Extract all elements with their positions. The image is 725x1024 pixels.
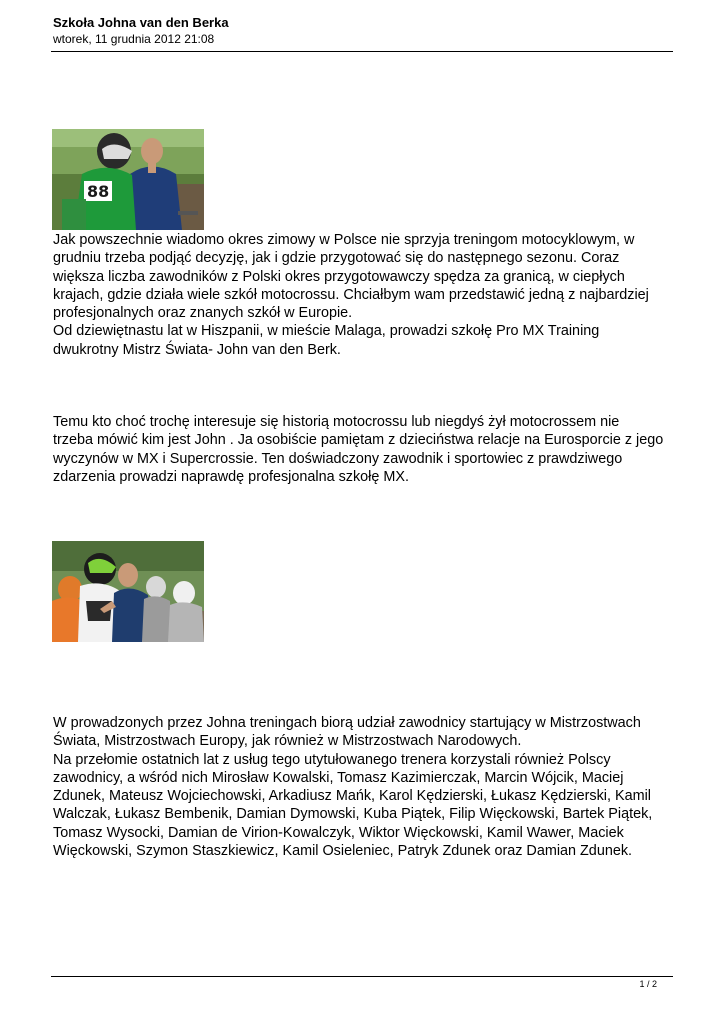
text-line: Tomasz Wysocki, Damian de Virion-Kowalczyk, Wiktor Więckowski, Kamil Wawer, Maciek [53,824,624,841]
text-line: W prowadzonych przez Johna treningach biorą udział zawodnicy startujący w Mistrzostwach [53,715,641,731]
text-line: profesjonalnych oraz znanych szkół w Europie. [53,305,353,322]
text-line: Na przełomie ostatnich lat z usług tego utytułowanego trenera korzystali również Polscy [53,751,611,768]
text-line: Świata, Mistrzostwach Europy, jak również w Mistrzostwach Narodowych. [53,733,522,750]
text-line: Walczak, Łukasz Bembenik, Damian Dymowski, Kuba Piątek, Filip Więckowski, Bartek Piątek, [53,806,653,823]
history-paragraph [53,413,683,486]
header-divider [51,51,673,52]
photo-rider-with-coach-image [52,129,204,230]
photo-rider-with-coach [52,129,204,230]
document-date: wtorek, 11 grudnia 2012 21:08 [53,32,215,46]
text-line: trzeba mówić kim jest John . Ja osobiście pamiętam z dzieciństwa relacje na Eurosporcie z jego [53,432,664,449]
page-number: 1 / 2 [639,979,657,989]
photo-training-group-image [52,541,204,642]
text-line: wyczynów w MX i Supercrossie. Ten doświadczony zawodnik i sportowiec z prawdziwego [53,450,623,467]
text-line: Jak powszechnie wiadomo okres zimowy w Polsce nie sprzyja treningom motocyklowym, w [53,232,635,248]
riders-paragraph [53,714,683,860]
text-line: Więckowski, Szymon Staszkiewicz, Kamil Osieleniec, Patryk Zdunek oraz Damian Zdunek. [53,843,633,860]
text-line: dwukrotny Mistrz Świata- John van den Berk. [53,341,341,358]
svg-text:88: 88 [87,182,110,201]
document-title: Szkoła Johna van den Berka [53,15,229,30]
photo-training-group [52,541,204,642]
intro-paragraph [53,231,683,359]
footer-divider [51,976,673,977]
text-line: Zdunek, Mateusz Wojciechowski, Arkadiusz Mańk, Karol Kędzierski, Łukasz Kędzierski, Kamil [53,788,651,805]
text-line: zawodnicy, a wśród nich Mirosław Kowalski, Tomasz Kazimierczak, Marcin Wójcik, Maciej [53,769,624,786]
text-line: grudniu trzeba podjąć decyzję, jak i gdzie przygotować się do następnego sezonu. Coraz [53,250,620,267]
text-line: zdarzenia prowadzi naprawdę profesjonalna szkołę MX. [53,468,409,485]
text-line: większa liczba zawodników z Polski okres przygotowawczy spędza za granicą, w ciepłych [53,268,625,285]
text-line: Od dziewiętnastu lat w Hiszpanii, w mieście Malaga, prowadzi szkołę Pro MX Training [53,323,600,340]
text-line: Temu kto choć trochę interesuje się historią motocrossu lub niegdyś żył motocrossem nie [53,414,620,430]
text-line: krajach, gdzie działa wiele szkół motocrossu. Chciałbym wam przedstawić jedną z najbardziej [53,286,649,303]
